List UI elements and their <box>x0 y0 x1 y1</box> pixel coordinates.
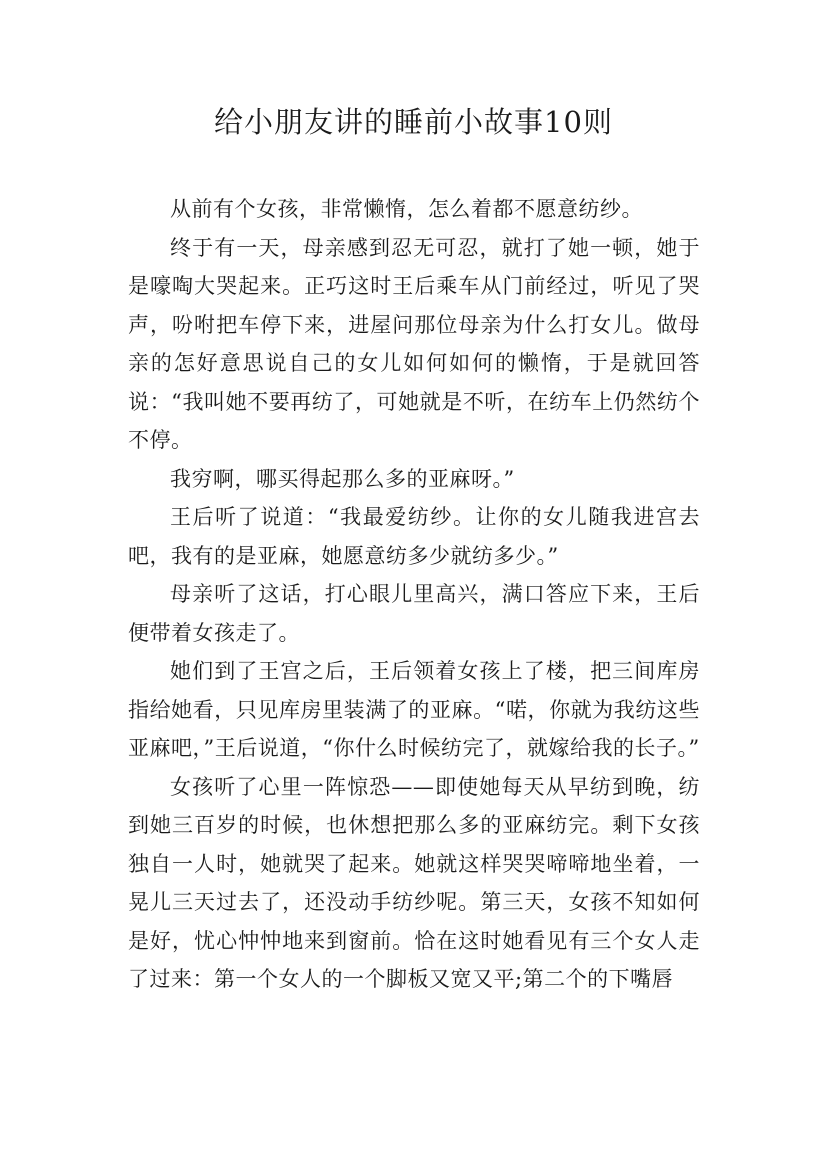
paragraph: 我穷啊，哪买得起那么多的亚麻呀。” <box>170 466 515 491</box>
paragraph: 终于有一天，母亲感到忍无可忍，就打了她一顿，她于是嚎啕大哭起来。正巧这时王后乘车从门前经过，听见了哭声，吩咐把车停下来，进屋问那位母亲为什么打女儿。做母亲的怎好意思说自己的女儿如何如何的懒惰，于是就回答说：“我叫她不要再纺了，可她就是不听，在纺车上仍然纺个不停。 <box>128 235 700 452</box>
document-title: 给小朋友讲的睡前小故事10则 <box>214 105 613 139</box>
paragraph: 从前有个女孩，非常懒惰，怎么着都不愿意纺纱。 <box>170 197 643 221</box>
paragraph: 母亲听了这话，打心眼儿里高兴，满口答应下来，王后便带着女孩走了。 <box>128 582 700 645</box>
paragraph: 王后听了说道：“我最爱纺纱。让你的女儿随我进宫去吧，我有的是亚麻，她愿意纺多少就纺多少。” <box>128 505 700 568</box>
document-body <box>128 190 700 999</box>
paragraph: 女孩听了心里一阵惊恐——即使她每天从早纺到晚，纺到她三百岁的时候，也休想把那么多的亚麻纺完。剩下女孩独自一人时，她就哭了起来。她就这样哭哭啼啼地坐着，一晃儿三天过去了，还没动手纺纱呢。第三天，女孩不知如何是好，忧心忡忡地来到窗前。恰在这时她看见有三个女人走了过来：第一个女人的一个脚板又宽又平;第二个的下嘴唇 <box>128 774 700 991</box>
paragraph: 她们到了王宫之后，王后领着女孩上了楼，把三间库房指给她看，只见库房里装满了的亚麻。“喏，你就为我纺这些亚麻吧，”王后说道，“你什么时候纺完了，就嫁给我的长子。” <box>128 659 700 760</box>
